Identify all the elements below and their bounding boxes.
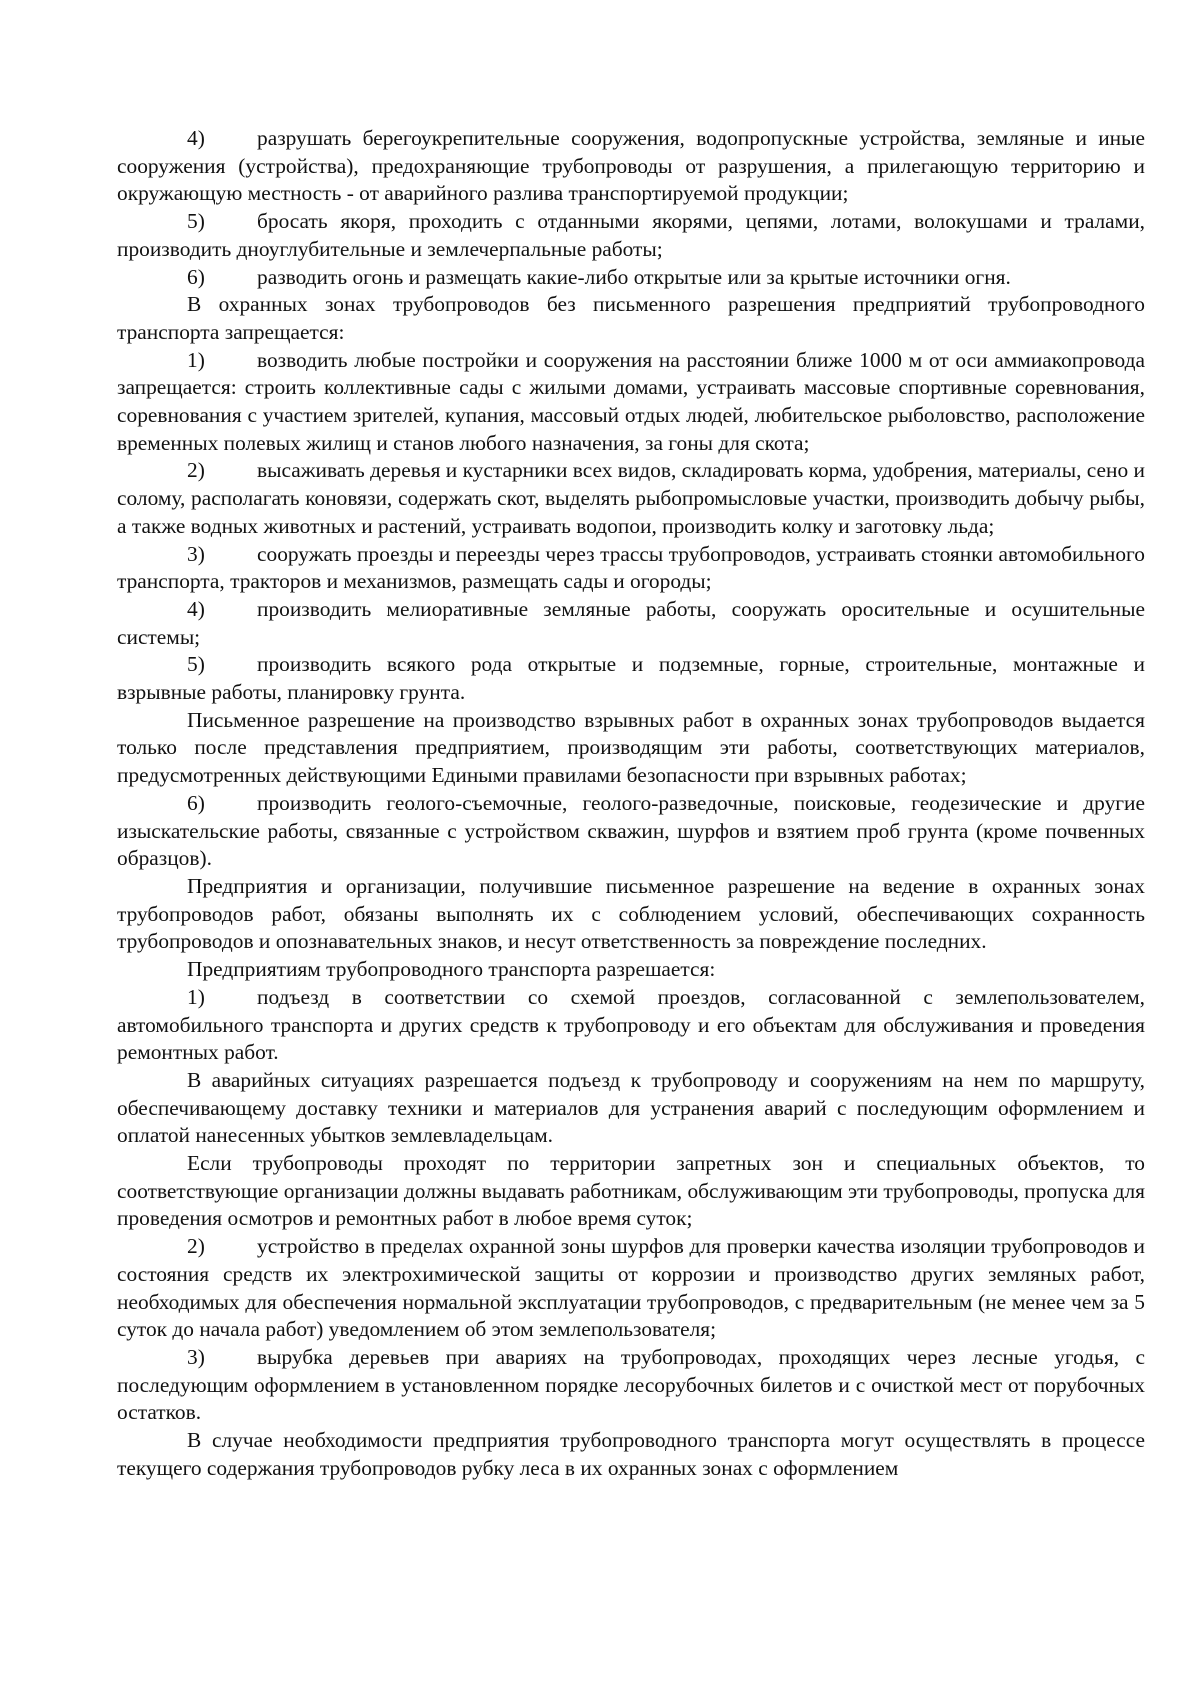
paragraph-text: производить всякого рода открытые и подземные, горные, строительные, монтажные и взрывные работы, планировку грунта. — [117, 652, 1145, 705]
paragraph-text: высаживать деревья и кустарники всех видов, складировать корма, удобрения, материалы, сено и солому, располагать коновязи, содержать скот, выделять рыбопромысловые участки, производить добычу рыбы, а также водных животных и растений, устраивать водопои, производить колку и заготовку льда; — [117, 458, 1145, 538]
list-item-number: 4) — [187, 126, 205, 150]
list-item-number: 5) — [187, 652, 205, 677]
numbered-list-item — [117, 596, 1145, 651]
paragraph-text: Предприятия и организации, получившие письменное разрешение на ведение в охранных зонах трубопроводов работ, обязаны выполнять их с соблюдением условий, обеспечивающих сохранность трубопроводов и опознавательных знаков, и несут ответственность за повреждение последних. — [117, 873, 1145, 954]
body-paragraph — [117, 956, 1145, 984]
list-item-number: 2) — [187, 1234, 205, 1259]
list-item-number: 6) — [187, 790, 205, 815]
list-item-number: 2) — [187, 458, 205, 483]
list-item-number: 1) — [187, 347, 205, 372]
body-paragraph — [117, 707, 1145, 790]
document-page — [117, 125, 1145, 1482]
paragraph-text: разводить огонь и размещать какие-либо открытые или за крытые источники огня. — [257, 264, 1011, 289]
paragraph-text: возводить любые постройки и сооружения на расстоянии ближе 1000 м от оси аммиакопровода запрещается: строить коллективные сады с жилыми домами, устраивать массовые спортивные соревнования, соревнования с участием зрителей, купания, массовый отдых людей, любительское рыболовство, расположение временных полевых жилищ и станов любого назначения, за гоны для скота; — [117, 347, 1145, 455]
numbered-list-item — [117, 208, 1145, 263]
list-item-number: 3) — [187, 1344, 205, 1369]
body-paragraph — [117, 1067, 1145, 1150]
list-item-number: 1) — [187, 984, 205, 1009]
list-item-number: 4) — [187, 596, 205, 621]
list-item-number: 3) — [187, 541, 205, 566]
body-paragraph — [117, 1427, 1145, 1482]
list-item-number: 6) — [187, 264, 205, 289]
paragraph-text: В охранных зонах трубопроводов без письменного разрешения предприятий трубопроводного транспорта запрещается: — [117, 292, 1145, 344]
paragraph-text: Предприятиям трубопроводного транспорта разрешается: — [187, 957, 716, 982]
body-paragraph — [117, 291, 1145, 346]
paragraph-text: Письменное разрешение на производство взрывных работ в охранных зонах трубопроводов выдается только после представления предприятием, производящим эти работы, соответствующих материалов, предусмотренных действующими Едиными правилами безопасности при взрывных работах; — [117, 707, 1145, 788]
paragraph-text: устройство в пределах охранной зоны шурфов для проверки качества изоляции трубопроводов и состояния средств их электрохимической защиты от коррозии и производство других земляных работ, необходимых для обеспечения нормальной эксплуатации трубопроводов, с предварительным (не менее чем за 5 суток до начала работ) уведомлением об этом землепользователя; — [117, 1234, 1145, 1342]
numbered-list-item — [117, 651, 1145, 706]
paragraph-text: производить геолого-съемочные, геолого-разведочные, поисковые, геодезические и другие изыскательские работы, связанные с устройством скважин, шурфов и взятием проб грунта (кроме почвенных образцов). — [117, 790, 1145, 871]
numbered-list-item — [117, 125, 1145, 208]
numbered-list-item — [117, 790, 1145, 873]
document-body — [117, 125, 1145, 1482]
body-paragraph — [117, 873, 1145, 956]
paragraph-text: подъезд в соответствии со схемой проездов, согласованной с землепользователем, автомобильного транспорта и других средств к трубопроводу и его объектам для обслуживания и проведения ремонтных работ. — [117, 984, 1145, 1065]
body-paragraph — [117, 1150, 1145, 1233]
paragraph-text: В аварийных ситуациях разрешается подъезд к трубопроводу и сооружениям на нем по маршруту, обеспечивающему доставку техники и материалов для устранения аварий с последующим оформлением и оплатой нанесенных убытков землевладельцам. — [117, 1067, 1145, 1148]
paragraph-text: сооружать проезды и переезды через трассы трубопроводов, устраивать стоянки автомобильного транспорта, тракторов и механизмов, размещать сады и огороды; — [117, 541, 1145, 594]
paragraph-text: производить мелиоративные земляные работы, сооружать оросительные и осушительные системы; — [117, 596, 1145, 649]
numbered-list-item — [117, 1344, 1145, 1427]
paragraph-text: В случае необходимости предприятия трубопроводного транспорта могут осуществлять в процессе текущего содержания трубопроводов рубку леса в их охранных зонах с оформлением — [117, 1428, 1145, 1480]
list-item-number: 5) — [187, 209, 205, 234]
numbered-list-item — [117, 1233, 1145, 1344]
numbered-list-item — [117, 347, 1145, 458]
paragraph-text: вырубка деревьев при авариях на трубопроводах, проходящих через лесные угодья, с последующим оформлением в установленном порядке лесорубочных билетов и с очисткой мест от порубочных остатков. — [117, 1344, 1145, 1425]
numbered-list-item — [117, 264, 1145, 292]
numbered-list-item — [117, 984, 1145, 1067]
paragraph-text: Если трубопроводы проходят по территории запретных зон и специальных объектов, то соответствующие организации должны выдавать работникам, обслуживающим эти трубопроводы, пропуска для проведения осмотров и ремонтных работ в любое время суток; — [117, 1151, 1145, 1231]
paragraph-text: разрушать берегоукрепительные сооружения, водопропускные устройства, земляные и иные сооружения (устройства), предохраняющие трубопроводы от разрушения, а прилегающую территорию и окружающую местность - от аварийного разлива транспортируемой продукции; — [117, 126, 1145, 206]
paragraph-text: бросать якоря, проходить с отданными якорями, цепями, лотами, волокушами и тралами, производить дноуглубительные и землечерпальные работы; — [117, 209, 1145, 261]
numbered-list-item — [117, 541, 1145, 596]
numbered-list-item — [117, 457, 1145, 540]
